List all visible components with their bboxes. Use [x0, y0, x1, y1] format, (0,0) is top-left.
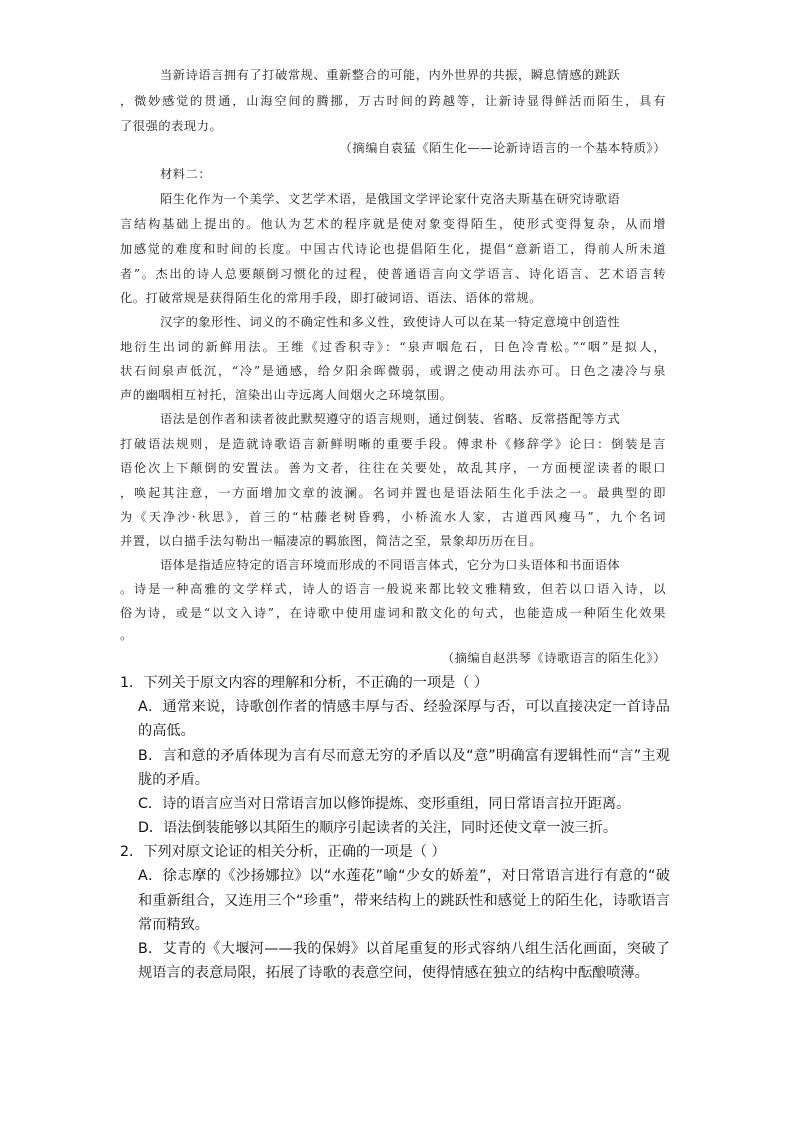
source-citation: （摘编自袁猛《陌生化——论新诗语言的一个基本特质》） [339, 141, 666, 155]
passage-line: 。 [120, 628, 133, 642]
passage-line: 语法是创作者和读者彼此默契遵守的语言规则，通过倒装、省略、反常搭配等方式 [160, 412, 621, 426]
passage-line: 加感觉的难度和时间的长度。中国古代诗论也提倡陌生化，提倡“意新语工，得前人所未道 [120, 242, 666, 256]
passage-line: ，唤起其注意，一方面增加文章的波澜。名词并置也是语法陌生化手法之一。最典型的即 [120, 486, 666, 500]
option-text: B．言和意的矛盾体现为言有尽而意无穷的矛盾以及“意”明确富有逻辑性而“言”主观 [138, 748, 670, 764]
option-text: A．通常来说，诗歌创作者的情感丰厚与否、经验深厚与否，可以直接决定一首诗品 [138, 699, 670, 715]
question-stem: 2．下列对原文论证的相关分析，正确的一项是（ ） [120, 844, 446, 860]
passage-line: 汉字的象形性、词义的不确定性和多义性，致使诗人可以在某一特定意境中创造性 [160, 315, 621, 329]
option-text: 规语言的表意局限，拓展了诗歌的表意空间，使得情感在独立的结构中酝酿喷薄。 [138, 965, 649, 981]
passage-line: 语伦次上下颠倒的安置法。善为文者，往往在关要处，故乱其序，一方面梗涩读者的眼口 [120, 461, 666, 475]
option-text: C．诗的语言应当对日常语言加以修饰提炼、变形重组，同日常语言拉开距离。 [138, 796, 631, 812]
passage-line: 状石间泉声低沉，“冷”是通感，给夕阳余晖微弱，或谓之使动用法亦可。日色之凄冷与泉 [120, 364, 666, 378]
option-text: A．徐志摩的《沙扬娜拉》以“水莲花”喻“少女的娇羞”，对日常语言进行有意的“破 [138, 868, 670, 884]
option-text: 常而精致。 [138, 917, 209, 933]
passage-line: 声的幽咽相互衬托，渲染出山寺远离人间烟火之环境氛围。 [120, 388, 453, 402]
option-text: D．语法倒装能够以其陌生的顺序引起读者的关注，同时还使文章一波三折。 [138, 820, 618, 836]
passage-line: 俗为诗，或是“以文入诗”，在诗歌中使用虚词和散文化的句式，也能造成一种陌生化效果 [120, 606, 666, 620]
passage-line: 了很强的表现力。 [120, 119, 223, 133]
passage-line: 并置，以白描手法勾勒出一幅凄凉的羁旅图，简洁之至，景象却历历在目。 [120, 534, 542, 548]
option-text: 和重新组合，又连用三个“珍重”，带来结构上的跳跃性和感觉上的陌生化，诗歌语言 [138, 893, 670, 909]
passage-line: 当新诗语言拥有了打破常规、重新整合的可能，内外世界的共振，瞬息情感的跳跃 [160, 68, 621, 82]
source-citation: （摘编自赵洪琴《诗歌语言的陌生化》） [441, 651, 666, 665]
material-label: 材料二： [160, 167, 212, 181]
passage-line: 言结构基础上提出的。他认为艺术的程序就是使对象变得陌生，使形式变得复杂，从而增 [120, 217, 666, 231]
option-text: 的高低。 [138, 723, 195, 739]
option-text: B．艾青的《大堰河——我的保姆》以首尾重复的形式容纳八组生活化画面，突破了 [138, 941, 670, 957]
passage-line: 地衍生出词的新鲜用法。王维《过香积寺》：“泉声咽危石，日色冷青松。”“咽”是拟人， [120, 340, 666, 354]
passage-line: 者”。杰出的诗人总要颠倒习惯化的过程，使普通语言向文学语言、诗化语言、艺术语言转 [120, 267, 666, 281]
question-stem: 1．下列关于原文内容的理解和分析，不正确的一项是（ ） [120, 675, 489, 691]
option-text: 胧的矛盾。 [138, 772, 209, 788]
passage-line: 化。打破常规是获得陌生化的常用手段，即打破词语、语法、语体的常规。 [120, 291, 542, 305]
passage-line: 打破语法规则，是造就诗歌语言新鲜明晰的重要手段。傅隶朴《修辞学》论曰：倒装是言 [120, 437, 666, 451]
passage-line: 为《天净沙·秋思》，首三的“枯藤老树昏鸦，小桥流水人家，古道西风瘦马”，九个名词 [120, 510, 666, 524]
passage-line: ，微妙感觉的贯通，山海空间的腾挪，万古时间的跨越等，让新诗显得鲜活而陌生，具有 [120, 94, 666, 108]
passage-line: 。诗是一种高雅的文学样式，诗人的语言一般说来都比较文雅精致，但若以口语入诗，以 [120, 582, 666, 596]
passage-line: 陌生化作为一个美学、文艺学术语，是俄国文学评论家什克洛夫斯基在研究诗歌语 [160, 192, 621, 206]
passage-line: 语体是指适应特定的语言环境而形成的不同语言体式，它分为口头语体和书面语体 [160, 558, 621, 572]
